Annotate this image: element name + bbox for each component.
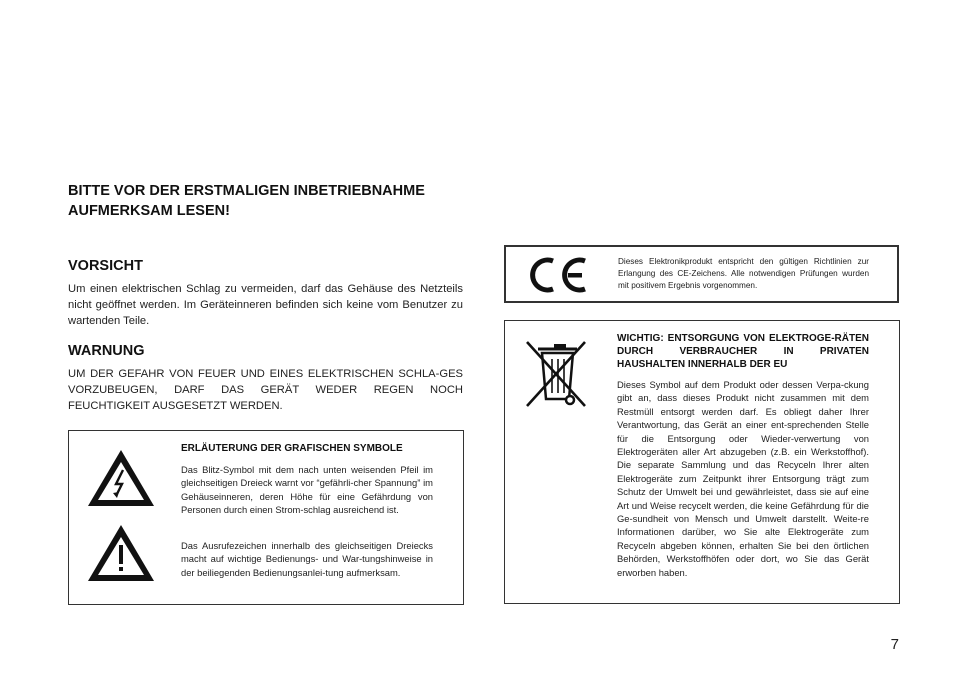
symbols-box <box>68 430 464 605</box>
lightning-symbol-text: Das Blitz-Symbol mit dem nach unten weisenden Pfeil im gleichseitigen Dreieck warnt vor “gefährli-cher Spannung” im Gehäuseinneren, deren Höhe für eine Gefährdung von Personen durch einen Strom-schlag ausreichend ist. <box>181 464 433 516</box>
symbols-box-title: ERLÄUTERUNG DER GRAFISCHEN SYMBOLE <box>181 443 403 454</box>
warning-heading: WARNUNG <box>68 343 145 359</box>
page-title-line-1: BITTE VOR DER ERSTMALIGEN INBETRIEBNAHME <box>68 183 425 199</box>
crossed-bin-icon <box>523 339 589 409</box>
ce-text: Dieses Elektronikprodukt entspricht den gültigen Richtlinien zur Erlangung des CE-Zeichens. Alle notwendigen Prüfungen wurden mit positivem Ergebnis vorgenommen. <box>618 257 869 290</box>
lightning-triangle-icon <box>86 448 156 508</box>
page-title <box>68 181 468 221</box>
exclamation-triangle-icon <box>86 523 156 583</box>
disposal-text: Dieses Symbol auf dem Produkt oder dessen Verpa-ckung gibt an, dass dieses Produkt nicht zusammen mit dem Restmüll entsorgt werden darf. Es obliegt daher Ihrer Verantwortung, das Gerät an einer ent-sprechenden Stelle für die Entsorgung oder Wieder-verwertung von Elektrogeräten aller Art abzugeben (z.B. ein Werkstoffhof). Die separate Sammlung und das Recyceln Ihrer alten Elektrogeräte zum Zeitpunkt ihrer Entsorgung trägt zum Schutz der Umwelt bei und gewährleistet, dass sie auf eine Art und Weise recycelt werden, die keine Gefährdung für die Ge-sundheit von Mensch und Umwelt darstellt. Weite-re Informationen darüber, wo Sie alte Elektrogeräte zum Recyceln abgeben können, erhalten Sie bei den örtlichen Behörden, Werkstoffhöfen oder dort, wo Sie das Gerät erworben haben. <box>617 379 869 578</box>
disposal-box <box>504 320 900 604</box>
page-title-line-2: AUFMERKSAM LESEN! <box>68 203 230 219</box>
disposal-box-title: WICHTIG: ENTSORGUNG VON ELEKTROGE-RÄTEN DURCH VERBRAUCHER IN PRIVATEN HAUSHALTEN INNERHALB DER EU <box>617 333 869 370</box>
ce-box <box>504 245 899 303</box>
ce-mark-icon <box>526 255 592 295</box>
warning-text: UM DER GEFAHR VON FEUER UND EINES ELEKTRISCHEN SCHLA-GES VORZUBEUGEN, DARF DAS GERÄT WEDER REGEN NOCH FEUCHTIGKEIT AUSGESETZT WERDEN. <box>68 368 463 412</box>
exclamation-symbol-text: Das Ausrufezeichen innerhalb des gleichseitigen Dreiecks macht auf wichtige Bedienungs- und War-tungshinweise in der beiliegenden Bedienungsanlei-tung aufmerksam. <box>181 540 433 578</box>
caution-heading: VORSICHT <box>68 258 143 274</box>
page-number: 7 <box>890 636 899 653</box>
caution-text: Um einen elektrischen Schlag zu vermeiden, darf das Gehäuse des Netzteils nicht geöffnet werden. Im Geräteinneren befinden sich keine vom Benutzer zu wartenden Teile. <box>68 283 463 327</box>
